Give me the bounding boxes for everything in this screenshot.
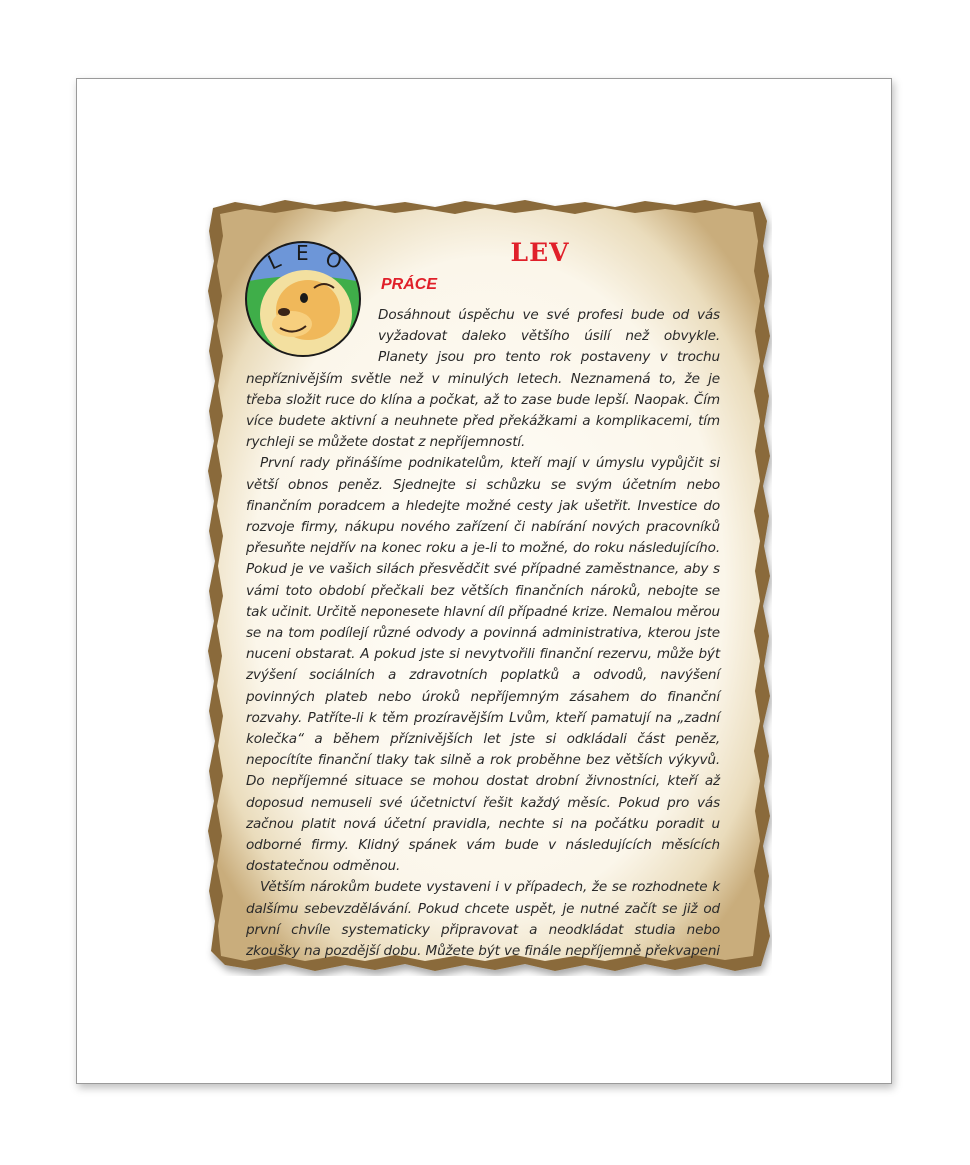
paragraph: Dosáhnout úspěchu ve své profesi bude od vás vyžadovat daleko většího úsilí než obvykle. Planety jsou pro tento rok postaveny v trochu nepříznivějším světle než v minulých letech. Neznamená to, že je třeba složit ruce do klína a počkat, až to zase bude lepší. Naopak. Čím více budete aktivní a neuhnete před překážkami a komplikacemi, tím rychleji se můžete dostat z nepříjemností. (246, 307, 720, 451)
logo-letter-o: O (322, 246, 346, 275)
logo-text-wrap-spacer (246, 305, 378, 368)
page-title: LEV (510, 238, 570, 267)
logo-letter-e: E (296, 241, 309, 265)
article-body (246, 305, 720, 962)
paragraph: První rady přinášíme podnikatelům, kteří mají v úmyslu vypůjčit si větší obnos peněz. Sjednejte si schůzku se svým účetním nebo finančním poradcem a hledejte možné cesty jak ušetřit. Investice do rozvoje firmy, nákupu nového zařízení či nabírání nových pracovníků přesuňte nejdřív na konec roku a je-li to možné, do roku následujícího. Pokud je ve vašich silách přesvědčit své případné zaměstnance, aby s vámi toto období přečkali bez větších finančních nároků, nebojte se tak učinit. Určitě neponesete hlavní díl případné krize. Nemalou měrou se na tom podílejí různé odvody a povinná administrativa, kterou jste nuceni obstarat. A pokud jste si nevytvořili finanční rezervu, může být zvýšení sociálních a zdravotních poplatků a odvodů, navýšení povinných plateb nebo úroků nepříjemným zásahem do finanční rozvahy. Patříte-li k těm prozíravějším Lvům, kteří pamatují na „zadní kolečka“ a během příznivějších let jste si odkládali část peněz, nepocítíte finanční tlaky tak silně a rok proběhne bez větších výkyvů. Do nepříjemné situace se mohou dostat drobní živnostníci, kteří až doposud nemuseli své účetnictví řešit každý měsíc. Pokud pro vás začnou platit nová účetní pravidla, nechte si na počátku poradit u odborné firmy. Klidný spánek vám bude v následujících měsících dostatečnou odměnou. (246, 455, 720, 875)
logo-letter-l: L (263, 248, 285, 275)
section-heading: PRÁCE (381, 276, 438, 293)
paragraph: Větším nárokům budete vystaveni i v případech, že se rozhodnete k dalšímu sebevzdělávání. Pokud chcete uspět, je nutné začít se již od první chvíle systematicky připravovat a neodkládat studia nebo zkoušky na pozdější dobu. Můžete být ve finále nepříjemně překvapeni (246, 879, 720, 960)
